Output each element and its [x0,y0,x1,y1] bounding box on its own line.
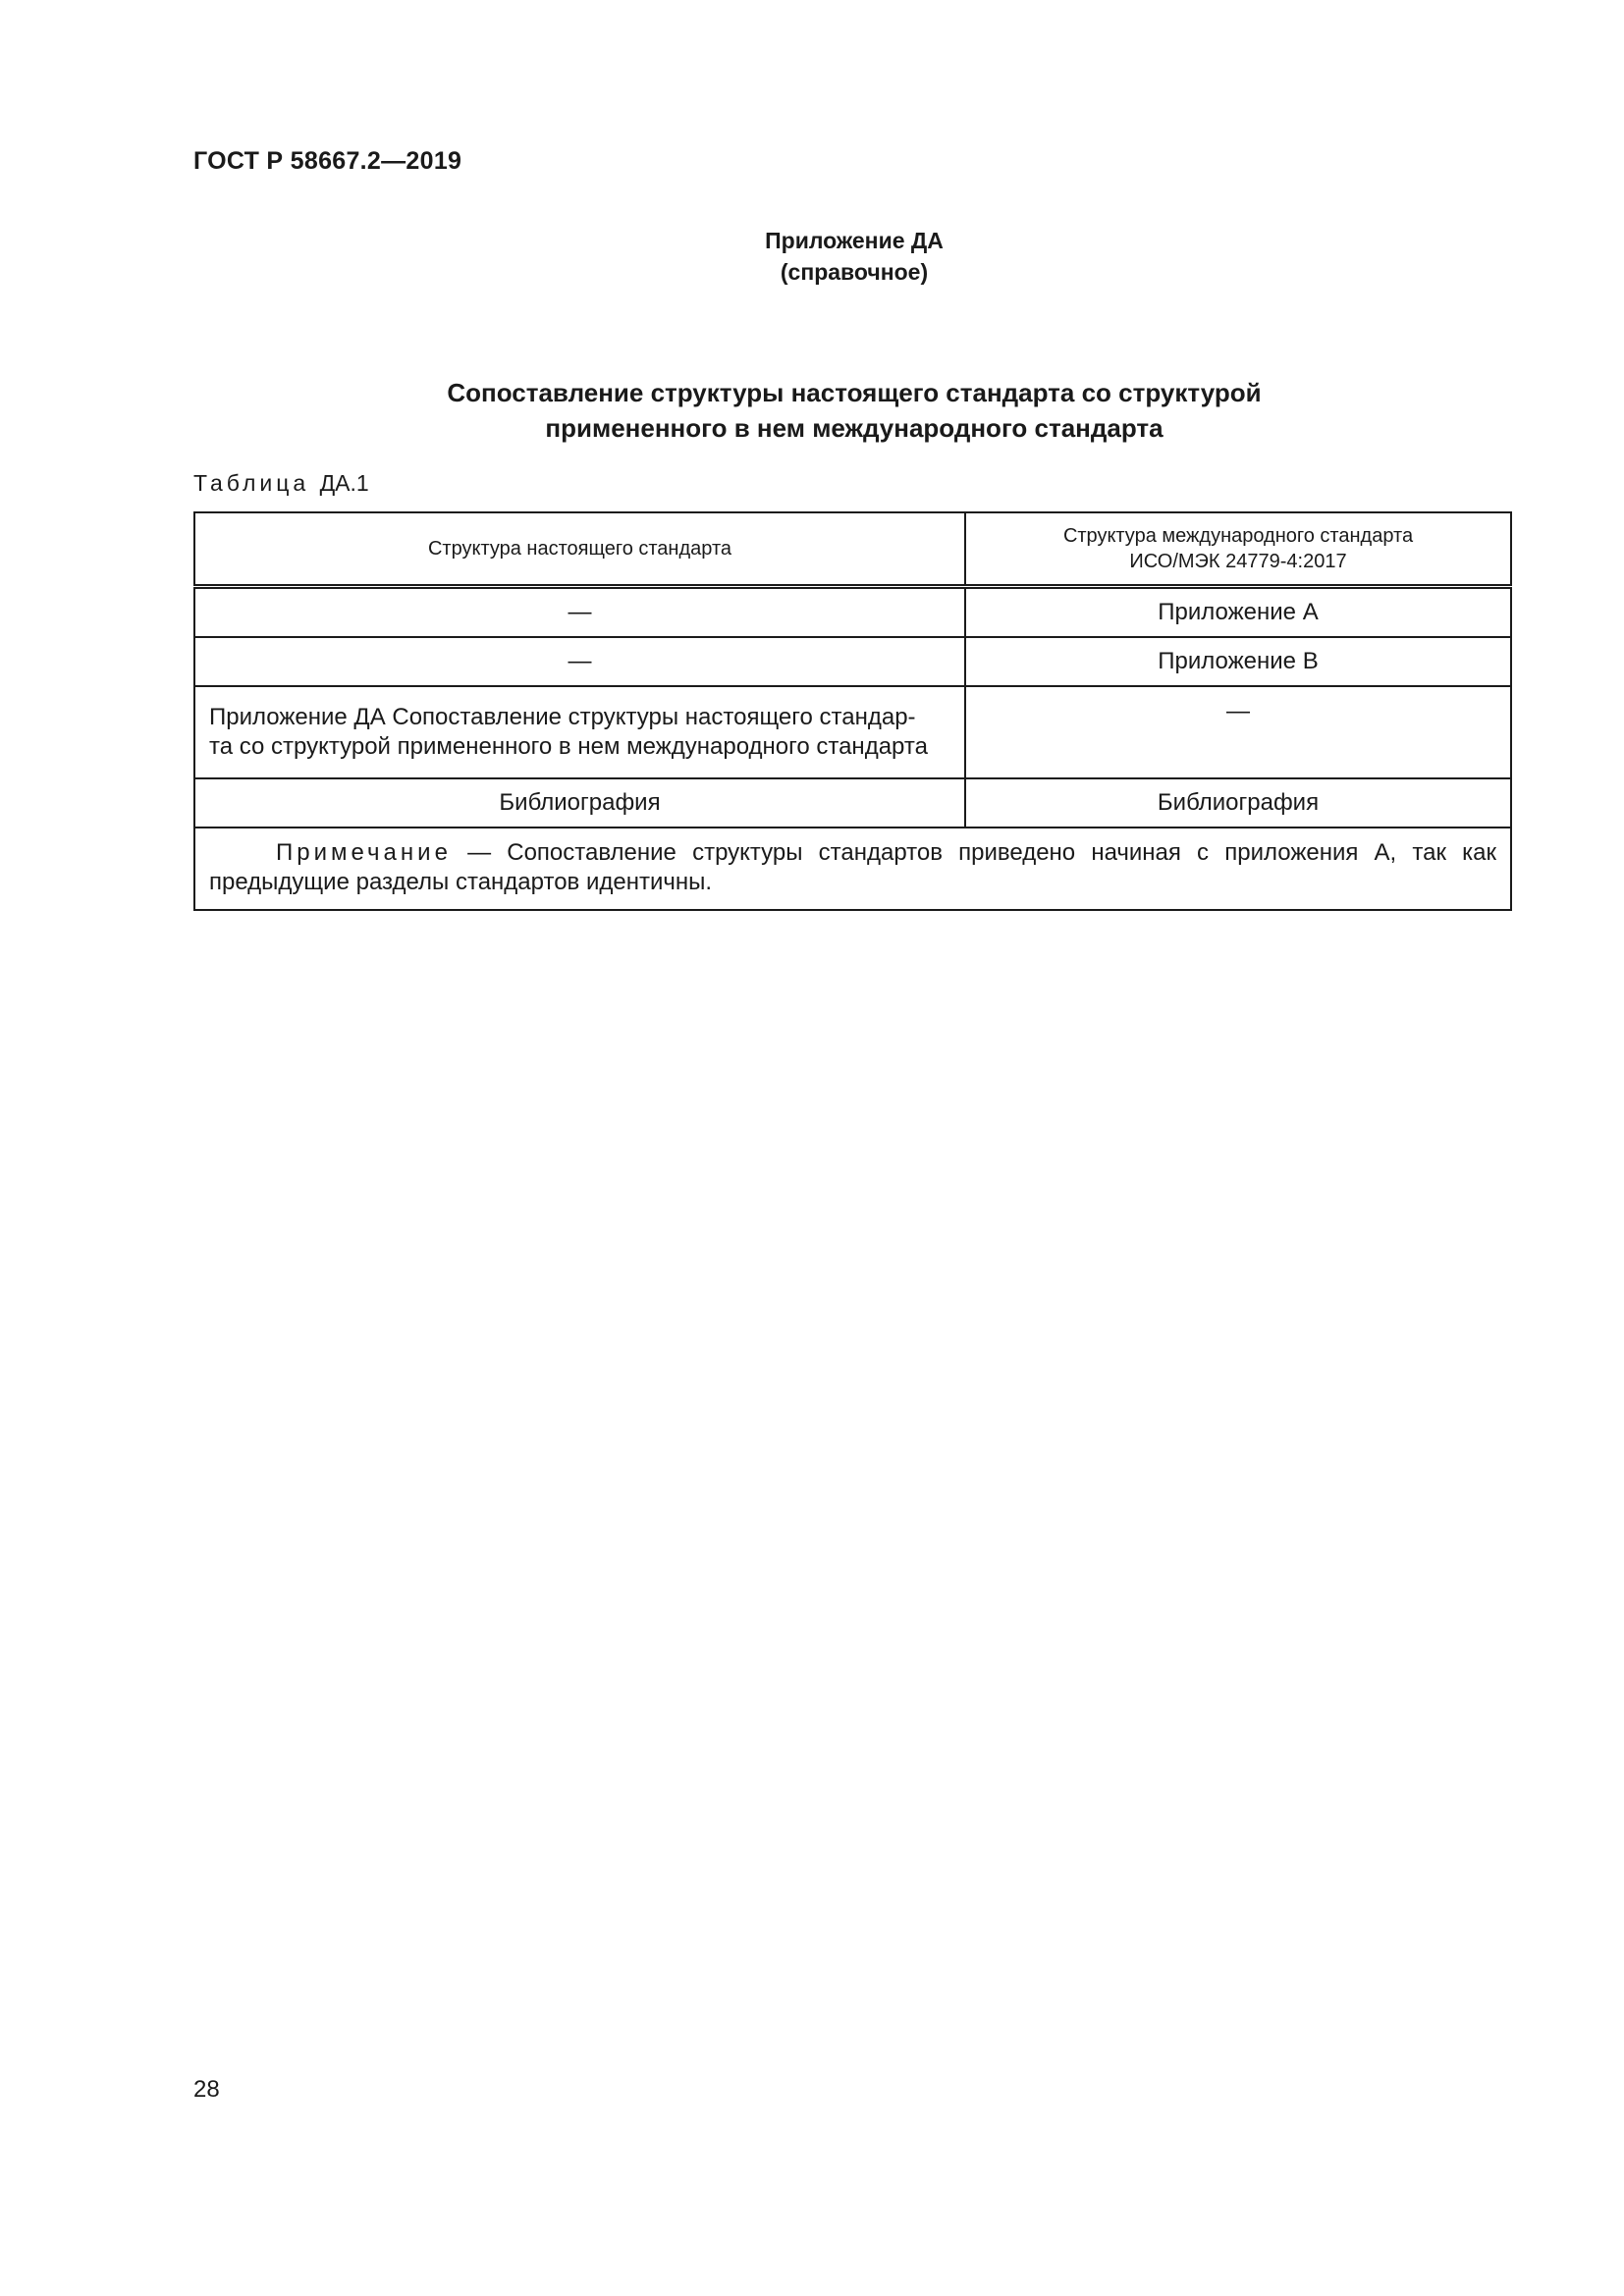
table-row [194,686,1511,778]
note-text: — Сопоставление структуры стандартов приведено начиная с приложения А, так как предыдущие разделы стандартов идентичны. [209,839,1496,895]
table-caption [193,470,369,497]
note-label: Примечание [276,839,452,866]
cell-international: Приложение А [965,587,1511,638]
table-note-row [194,828,1511,910]
cell-national-line-2: та со структурой примененного в нем международного стандарта [209,733,928,760]
cell-national: — [194,587,965,638]
cell-national: — [194,637,965,686]
table-row [194,637,1511,686]
cell-international: Приложение B [965,637,1511,686]
document-code: ГОСТ Р 58667.2—2019 [193,147,462,175]
table-row [194,778,1511,828]
structure-comparison-table [193,511,1512,911]
table-row [194,587,1511,638]
cell-international: Библиография [965,778,1511,828]
header-international-structure [965,512,1511,587]
cell-national: Библиография [194,778,965,828]
section-title-line-1: Сопоставление структуры настоящего стандарта со структурой [447,378,1262,407]
table-caption-label: Таблица [193,470,310,496]
annex-subtitle: (справочное) [780,259,929,285]
section-title-line-2: примененного в нем международного стандарта [545,413,1164,443]
header-international-line-2: ИСО/МЭК 24779-4:2017 [1129,551,1347,572]
cell-international: — [965,686,1511,778]
table-header-row [194,512,1511,587]
table-note [194,828,1511,910]
cell-national [194,686,965,778]
section-title [0,375,1624,446]
table-caption-number: ДА.1 [319,470,369,496]
header-international-line-1: Структура международного стандарта [1062,525,1414,547]
annex-title: Приложение ДА [765,228,944,253]
header-national-structure: Структура настоящего стандарта [194,512,965,587]
page-number: 28 [193,2076,220,2103]
annex-heading [0,225,1624,288]
cell-national-line-1: Приложение ДА Сопоставление структуры настоящего стандар- [209,704,916,730]
